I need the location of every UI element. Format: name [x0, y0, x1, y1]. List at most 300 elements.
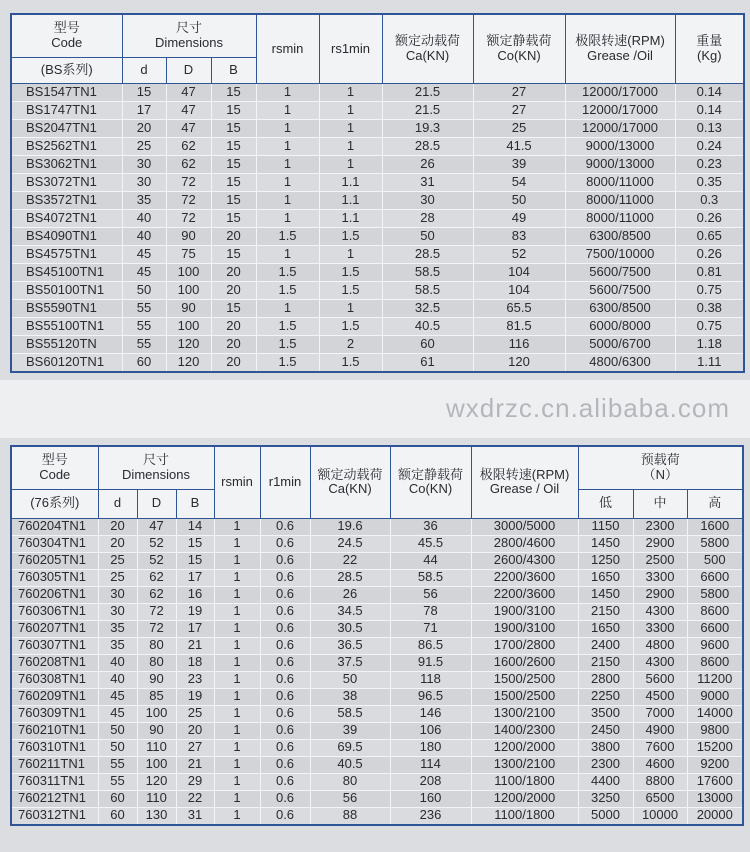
- value-cell: 1100/1800: [471, 807, 578, 825]
- r1min-header: r1min: [260, 446, 310, 518]
- code-header: 型号 Code: [11, 14, 122, 57]
- value-cell: 71: [390, 620, 471, 637]
- value-cell: 3500: [578, 705, 633, 722]
- value-cell: 21.5: [382, 83, 473, 101]
- table-row: [11, 637, 743, 654]
- value-cell: 0.6: [260, 722, 310, 739]
- value-cell: 1: [256, 191, 319, 209]
- series-header: (76系列): [11, 489, 98, 518]
- value-cell: 28: [382, 209, 473, 227]
- value-cell: 20: [211, 317, 256, 335]
- table-row: [11, 353, 744, 372]
- value-cell: 3300: [633, 569, 687, 586]
- code-cell: BS50100TN1: [11, 281, 122, 299]
- value-cell: 32.5: [382, 299, 473, 317]
- value-cell: 1: [214, 552, 260, 569]
- value-cell: 7600: [633, 739, 687, 756]
- value-cell: 100: [166, 281, 211, 299]
- value-cell: 45: [98, 705, 137, 722]
- value-cell: 7000: [633, 705, 687, 722]
- value-cell: 1: [319, 101, 382, 119]
- value-cell: 15: [211, 119, 256, 137]
- table-row: [11, 756, 743, 773]
- value-cell: 15: [122, 83, 166, 101]
- value-cell: 0.6: [260, 688, 310, 705]
- table-row: [11, 191, 744, 209]
- code-cell: 760207TN1: [11, 620, 98, 637]
- D-header: D: [166, 57, 211, 83]
- value-cell: 1: [214, 637, 260, 654]
- value-cell: 44: [390, 552, 471, 569]
- value-cell: 1: [319, 119, 382, 137]
- preload-low-header: 低: [578, 489, 633, 518]
- value-cell: 2450: [578, 722, 633, 739]
- code-cell: 760307TN1: [11, 637, 98, 654]
- value-cell: 60: [382, 335, 473, 353]
- dimensions-header: 尺寸 Dimensions: [98, 446, 214, 489]
- table-row: [11, 335, 744, 353]
- value-cell: 88: [310, 807, 390, 825]
- code-cell: BS60120TN1: [11, 353, 122, 372]
- value-cell: 0.6: [260, 773, 310, 790]
- value-cell: 9000/13000: [565, 137, 675, 155]
- value-cell: 0.6: [260, 654, 310, 671]
- preload-header: 预载荷 （N）: [578, 446, 743, 489]
- value-cell: 80: [137, 637, 176, 654]
- value-cell: 1.5: [319, 353, 382, 372]
- value-cell: 1200/2000: [471, 790, 578, 807]
- value-cell: 4300: [633, 654, 687, 671]
- value-cell: 55: [122, 335, 166, 353]
- value-cell: 0.65: [675, 227, 744, 245]
- value-cell: 1: [214, 620, 260, 637]
- value-cell: 31: [176, 807, 214, 825]
- value-cell: 52: [137, 552, 176, 569]
- value-cell: 20: [211, 227, 256, 245]
- code-cell: 760211TN1: [11, 756, 98, 773]
- value-cell: 15: [211, 137, 256, 155]
- value-cell: 1.5: [319, 227, 382, 245]
- value-cell: 15: [176, 535, 214, 552]
- value-cell: 90: [137, 671, 176, 688]
- value-cell: 2800: [578, 671, 633, 688]
- value-cell: 15: [211, 209, 256, 227]
- value-cell: 21: [176, 756, 214, 773]
- 76-series-table: [10, 445, 744, 826]
- value-cell: 55: [98, 756, 137, 773]
- code-cell: BS1747TN1: [11, 101, 122, 119]
- value-cell: 1150: [578, 518, 633, 535]
- value-cell: 8800: [633, 773, 687, 790]
- value-cell: 1: [256, 209, 319, 227]
- value-cell: 30.5: [310, 620, 390, 637]
- value-cell: 85: [137, 688, 176, 705]
- code-cell: 760208TN1: [11, 654, 98, 671]
- weight-header: 重量 (Kg): [675, 14, 744, 83]
- value-cell: 100: [166, 263, 211, 281]
- table-row: [11, 807, 743, 825]
- value-cell: 8000/11000: [565, 209, 675, 227]
- value-cell: 1400/2300: [471, 722, 578, 739]
- value-cell: 180: [390, 739, 471, 756]
- value-cell: 50: [98, 722, 137, 739]
- value-cell: 120: [166, 335, 211, 353]
- value-cell: 1: [214, 586, 260, 603]
- value-cell: 60: [98, 807, 137, 825]
- bs-series-table: [10, 13, 745, 373]
- value-cell: 1.5: [319, 281, 382, 299]
- value-cell: 21: [176, 637, 214, 654]
- value-cell: 8600: [687, 654, 743, 671]
- code-cell: BS55100TN1: [11, 317, 122, 335]
- value-cell: 1: [214, 807, 260, 825]
- value-cell: 24.5: [310, 535, 390, 552]
- value-cell: 20: [211, 281, 256, 299]
- value-cell: 90: [137, 722, 176, 739]
- value-cell: 19: [176, 688, 214, 705]
- table-row: [11, 603, 743, 620]
- value-cell: 20: [98, 518, 137, 535]
- value-cell: 0.6: [260, 586, 310, 603]
- value-cell: 1: [214, 518, 260, 535]
- value-cell: 1.5: [256, 317, 319, 335]
- value-cell: 25: [176, 705, 214, 722]
- value-cell: 1.5: [319, 317, 382, 335]
- value-cell: 14: [176, 518, 214, 535]
- value-cell: 4800/6300: [565, 353, 675, 372]
- value-cell: 1.1: [319, 209, 382, 227]
- speed-header: 极限转速(RPM) Grease / Oil: [471, 446, 578, 518]
- value-cell: 35: [98, 620, 137, 637]
- value-cell: 91.5: [390, 654, 471, 671]
- value-cell: 1700/2800: [471, 637, 578, 654]
- value-cell: 120: [137, 773, 176, 790]
- table-row: [11, 263, 744, 281]
- value-cell: 1: [214, 654, 260, 671]
- value-cell: 34.5: [310, 603, 390, 620]
- value-cell: 80: [137, 654, 176, 671]
- code-cell: BS2562TN1: [11, 137, 122, 155]
- value-cell: 49: [473, 209, 565, 227]
- code-cell: BS2047TN1: [11, 119, 122, 137]
- value-cell: 1: [214, 569, 260, 586]
- value-cell: 1: [214, 603, 260, 620]
- value-cell: 20: [98, 535, 137, 552]
- value-cell: 47: [166, 83, 211, 101]
- value-cell: 6600: [687, 620, 743, 637]
- B-header: B: [211, 57, 256, 83]
- table-row: [11, 552, 743, 569]
- table-row: [11, 535, 743, 552]
- value-cell: 1200/2000: [471, 739, 578, 756]
- value-cell: 6300/8500: [565, 299, 675, 317]
- value-cell: 1300/2100: [471, 756, 578, 773]
- value-cell: 2200/3600: [471, 569, 578, 586]
- value-cell: 30: [382, 191, 473, 209]
- table-row: [11, 671, 743, 688]
- value-cell: 60: [98, 790, 137, 807]
- code-cell: 760312TN1: [11, 807, 98, 825]
- value-cell: 2800/4600: [471, 535, 578, 552]
- rs1min-header: rs1min: [319, 14, 382, 83]
- value-cell: 1500/2500: [471, 688, 578, 705]
- value-cell: 62: [166, 137, 211, 155]
- table-row: [11, 654, 743, 671]
- value-cell: 2150: [578, 654, 633, 671]
- value-cell: 5800: [687, 586, 743, 603]
- table-row: [11, 773, 743, 790]
- value-cell: 11200: [687, 671, 743, 688]
- value-cell: 45.5: [390, 535, 471, 552]
- value-cell: 25: [98, 552, 137, 569]
- value-cell: 1100/1800: [471, 773, 578, 790]
- table-row: [11, 137, 744, 155]
- value-cell: 208: [390, 773, 471, 790]
- value-cell: 1: [319, 83, 382, 101]
- value-cell: 15200: [687, 739, 743, 756]
- value-cell: 0.26: [675, 245, 744, 263]
- value-cell: 86.5: [390, 637, 471, 654]
- value-cell: 5000: [578, 807, 633, 825]
- value-cell: 1: [319, 299, 382, 317]
- value-cell: 17: [122, 101, 166, 119]
- value-cell: 83: [473, 227, 565, 245]
- value-cell: 36.5: [310, 637, 390, 654]
- code-cell: 760304TN1: [11, 535, 98, 552]
- code-cell: 760310TN1: [11, 739, 98, 756]
- code-cell: 760306TN1: [11, 603, 98, 620]
- code-cell: BS3062TN1: [11, 155, 122, 173]
- value-cell: 1: [256, 119, 319, 137]
- value-cell: 38: [310, 688, 390, 705]
- value-cell: 29: [176, 773, 214, 790]
- value-cell: 9000/13000: [565, 155, 675, 173]
- value-cell: 0.6: [260, 671, 310, 688]
- value-cell: 2600/4300: [471, 552, 578, 569]
- value-cell: 1: [256, 245, 319, 263]
- value-cell: 5800: [687, 535, 743, 552]
- code-cell: BS5590TN1: [11, 299, 122, 317]
- value-cell: 3000/5000: [471, 518, 578, 535]
- value-cell: 27: [473, 83, 565, 101]
- value-cell: 17600: [687, 773, 743, 790]
- value-cell: 52: [137, 535, 176, 552]
- value-cell: 1: [214, 535, 260, 552]
- co-header: 额定静载荷 Co(KN): [473, 14, 565, 83]
- value-cell: 0.24: [675, 137, 744, 155]
- value-cell: 0.14: [675, 101, 744, 119]
- value-cell: 50: [310, 671, 390, 688]
- value-cell: 1900/3100: [471, 603, 578, 620]
- value-cell: 25: [473, 119, 565, 137]
- value-cell: 1900/3100: [471, 620, 578, 637]
- value-cell: 6000/8000: [565, 317, 675, 335]
- value-cell: 27: [473, 101, 565, 119]
- value-cell: 0.6: [260, 603, 310, 620]
- value-cell: 30: [122, 155, 166, 173]
- value-cell: 1.1: [319, 173, 382, 191]
- value-cell: 110: [137, 790, 176, 807]
- value-cell: 27: [176, 739, 214, 756]
- value-cell: 0.6: [260, 739, 310, 756]
- value-cell: 20000: [687, 807, 743, 825]
- value-cell: 81.5: [473, 317, 565, 335]
- value-cell: 120: [473, 353, 565, 372]
- table-row: [11, 620, 743, 637]
- value-cell: 90: [166, 299, 211, 317]
- value-cell: 72: [137, 620, 176, 637]
- code-cell: 760206TN1: [11, 586, 98, 603]
- value-cell: 4800: [633, 637, 687, 654]
- value-cell: 1: [214, 671, 260, 688]
- code-cell: BS45100TN1: [11, 263, 122, 281]
- value-cell: 0.26: [675, 209, 744, 227]
- value-cell: 55: [122, 317, 166, 335]
- value-cell: 1: [214, 688, 260, 705]
- code-cell: BS3072TN1: [11, 173, 122, 191]
- value-cell: 1600/2600: [471, 654, 578, 671]
- value-cell: 0.75: [675, 317, 744, 335]
- value-cell: 1.11: [675, 353, 744, 372]
- value-cell: 100: [166, 317, 211, 335]
- table-row: [11, 317, 744, 335]
- value-cell: 58.5: [382, 281, 473, 299]
- preload-high-header: 高: [687, 489, 743, 518]
- value-cell: 31: [382, 173, 473, 191]
- value-cell: 72: [137, 603, 176, 620]
- value-cell: 15: [211, 245, 256, 263]
- code-cell: 760309TN1: [11, 705, 98, 722]
- value-cell: 28.5: [382, 245, 473, 263]
- table-row: [11, 722, 743, 739]
- value-cell: 37.5: [310, 654, 390, 671]
- table-row: [11, 173, 744, 191]
- value-cell: 15: [176, 552, 214, 569]
- value-cell: 26: [382, 155, 473, 173]
- value-cell: 1.5: [319, 263, 382, 281]
- page-gap: [0, 380, 750, 438]
- value-cell: 45: [98, 688, 137, 705]
- value-cell: 2200/3600: [471, 586, 578, 603]
- value-cell: 2150: [578, 603, 633, 620]
- value-cell: 20: [122, 119, 166, 137]
- table-row: [11, 119, 744, 137]
- table-row: [11, 155, 744, 173]
- value-cell: 41.5: [473, 137, 565, 155]
- value-cell: 120: [166, 353, 211, 372]
- value-cell: 1650: [578, 620, 633, 637]
- value-cell: 15: [211, 83, 256, 101]
- value-cell: 1.5: [256, 335, 319, 353]
- value-cell: 0.23: [675, 155, 744, 173]
- rsmin-header: rsmin: [256, 14, 319, 83]
- value-cell: 62: [137, 586, 176, 603]
- code-cell: BS55120TN: [11, 335, 122, 353]
- value-cell: 0.75: [675, 281, 744, 299]
- value-cell: 40: [122, 227, 166, 245]
- d-header: d: [122, 57, 166, 83]
- table-row: [11, 245, 744, 263]
- value-cell: 35: [122, 191, 166, 209]
- value-cell: 72: [166, 209, 211, 227]
- value-cell: 47: [166, 101, 211, 119]
- value-cell: 17: [176, 569, 214, 586]
- code-cell: BS4575TN1: [11, 245, 122, 263]
- rsmin-header: rsmin: [214, 446, 260, 518]
- value-cell: 1: [214, 705, 260, 722]
- value-cell: 0.6: [260, 620, 310, 637]
- value-cell: 2300: [578, 756, 633, 773]
- value-cell: 0.6: [260, 569, 310, 586]
- dimensions-header: 尺寸 Dimensions: [122, 14, 256, 57]
- value-cell: 1450: [578, 586, 633, 603]
- value-cell: 36: [390, 518, 471, 535]
- code-cell: 760204TN1: [11, 518, 98, 535]
- value-cell: 20: [211, 335, 256, 353]
- value-cell: 19: [176, 603, 214, 620]
- value-cell: 4400: [578, 773, 633, 790]
- value-cell: 15: [211, 101, 256, 119]
- code-cell: BS1547TN1: [11, 83, 122, 101]
- value-cell: 100: [137, 705, 176, 722]
- code-cell: 760212TN1: [11, 790, 98, 807]
- value-cell: 78: [390, 603, 471, 620]
- code-cell: 760308TN1: [11, 671, 98, 688]
- value-cell: 13000: [687, 790, 743, 807]
- value-cell: 60: [122, 353, 166, 372]
- table-row: [11, 227, 744, 245]
- value-cell: 0.38: [675, 299, 744, 317]
- value-cell: 0.3: [675, 191, 744, 209]
- value-cell: 1650: [578, 569, 633, 586]
- value-cell: 90: [166, 227, 211, 245]
- value-cell: 75: [166, 245, 211, 263]
- table-row: [11, 101, 744, 119]
- value-cell: 8600: [687, 603, 743, 620]
- ca-header: 额定动载荷 Ca(KN): [382, 14, 473, 83]
- value-cell: 1: [256, 173, 319, 191]
- value-cell: 4600: [633, 756, 687, 773]
- value-cell: 15: [211, 299, 256, 317]
- value-cell: 1: [256, 137, 319, 155]
- value-cell: 2900: [633, 586, 687, 603]
- value-cell: 61: [382, 353, 473, 372]
- value-cell: 39: [473, 155, 565, 173]
- value-cell: 21.5: [382, 101, 473, 119]
- value-cell: 1: [319, 155, 382, 173]
- value-cell: 0.6: [260, 518, 310, 535]
- value-cell: 0.6: [260, 637, 310, 654]
- value-cell: 26: [310, 586, 390, 603]
- value-cell: 1: [256, 155, 319, 173]
- value-cell: 2300: [633, 518, 687, 535]
- value-cell: 19.3: [382, 119, 473, 137]
- code-cell: 760210TN1: [11, 722, 98, 739]
- value-cell: 62: [166, 155, 211, 173]
- value-cell: 1: [214, 756, 260, 773]
- value-cell: 15: [211, 155, 256, 173]
- value-cell: 2: [319, 335, 382, 353]
- value-cell: 0.6: [260, 535, 310, 552]
- value-cell: 12000/17000: [565, 101, 675, 119]
- value-cell: 50: [98, 739, 137, 756]
- value-cell: 45: [122, 245, 166, 263]
- value-cell: 0.6: [260, 790, 310, 807]
- value-cell: 3250: [578, 790, 633, 807]
- value-cell: 14000: [687, 705, 743, 722]
- value-cell: 12000/17000: [565, 83, 675, 101]
- value-cell: 7500/10000: [565, 245, 675, 263]
